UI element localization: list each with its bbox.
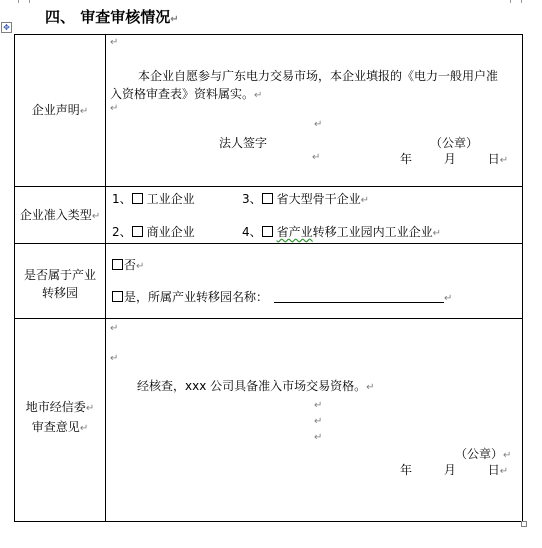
row3-label: 是否属于产业 转移园 (23, 268, 96, 300)
paragraph-mark-icon: ↵ (366, 382, 375, 393)
park-option-no[interactable]: 否↵ (112, 259, 144, 272)
paragraph-mark-icon: ↵ (499, 155, 509, 166)
paragraph-mark-icon: ↵ (79, 106, 89, 117)
row2-label: 企业准入类型↵ (19, 208, 101, 222)
paragraph-mark-icon: ↵ (110, 37, 119, 48)
paragraph-mark-icon: ↵ (314, 432, 323, 443)
checkbox-icon[interactable] (132, 226, 143, 237)
paragraph-mark-icon: ↵ (314, 400, 323, 411)
paragraph-mark-icon: ↵ (444, 293, 453, 304)
section-heading (45, 10, 179, 25)
paragraph-mark-icon: ↵ (85, 403, 95, 414)
table-row-divider-1 (14, 186, 523, 187)
paragraph-mark-icon: ↵ (136, 261, 145, 272)
date-line-row4 (400, 464, 508, 477)
page-corner-mark-left (18, 0, 30, 3)
table-border-top (14, 34, 523, 35)
checkbox-icon[interactable] (262, 193, 273, 204)
paragraph-mark-icon: ↵ (79, 423, 89, 434)
checkbox-icon[interactable] (112, 259, 123, 270)
statement-line-1: 本企业自愿参与广东电力交易市场，本企业填报的《电力一般用户准 (138, 69, 499, 83)
paragraph-mark-icon: ↵ (170, 14, 179, 25)
table-row-divider-2 (14, 243, 523, 244)
move-handle-icon[interactable]: ✥ (1, 22, 12, 33)
type-option-2[interactable]: 2、 商业企业 (112, 225, 195, 239)
paragraph-mark-icon: ↵ (314, 416, 323, 427)
table-row-divider-3 (14, 318, 523, 319)
checkbox-icon[interactable] (112, 291, 123, 302)
table-end-marker (521, 521, 527, 527)
paragraph-mark-icon: ↵ (360, 195, 370, 206)
legal-signature-label: 法人签字 (219, 136, 268, 150)
paragraph-mark-icon: ↵ (254, 90, 263, 101)
date-line-row1 (400, 153, 508, 166)
paragraph-mark-icon: ↵ (503, 450, 512, 461)
official-seal-label-row4: （公章）↵ (455, 447, 512, 461)
table-border-right (522, 34, 523, 521)
paragraph-mark-icon: ↵ (91, 211, 101, 222)
park-name-blank[interactable] (274, 292, 444, 303)
table-column-divider (105, 34, 106, 521)
date-day: 日 (487, 463, 500, 477)
type-option-1[interactable]: 1、 工业企业 (112, 192, 195, 206)
type-option-3[interactable]: 3、 省大型骨干企业↵ (242, 192, 370, 206)
row1-label: 企业声明↵ (31, 103, 89, 117)
paragraph-mark-icon: ↵ (432, 228, 442, 239)
paragraph-mark-icon: ↵ (499, 466, 509, 477)
table-border-bottom (14, 521, 523, 522)
review-opinion-text: 经核查，xxx 公司具备准入市场交易资格。↵ (137, 379, 375, 393)
date-day: 日 (487, 152, 500, 166)
official-seal-label: （公章） (430, 136, 479, 150)
park-option-yes[interactable]: 是，所属产业转移园名称： ↵ (112, 291, 452, 304)
date-year: 年 (400, 152, 413, 166)
checkbox-icon[interactable] (132, 193, 143, 204)
type-option-4[interactable]: 4、 省产业转移工业园内工业企业↵ (242, 225, 442, 239)
paragraph-mark-icon: ↵ (314, 119, 323, 130)
section-heading-text: 四、 审查审核情况 (45, 8, 171, 26)
paragraph-mark-icon: ↵ (110, 323, 119, 334)
paragraph-mark-icon: ↵ (110, 103, 119, 114)
statement-line-2: 入资格审查表》资料属实。↵ (110, 87, 263, 101)
paragraph-mark-icon: ↵ (110, 353, 119, 364)
row4-label: 地市经信委↵ 审查意见↵ (25, 400, 95, 434)
date-year: 年 (400, 463, 413, 477)
checkbox-icon[interactable] (262, 226, 273, 237)
paragraph-mark-icon: ↵ (312, 152, 321, 163)
date-month: 月 (443, 152, 456, 166)
date-month: 月 (443, 463, 456, 477)
page-corner-mark-right (510, 0, 522, 3)
